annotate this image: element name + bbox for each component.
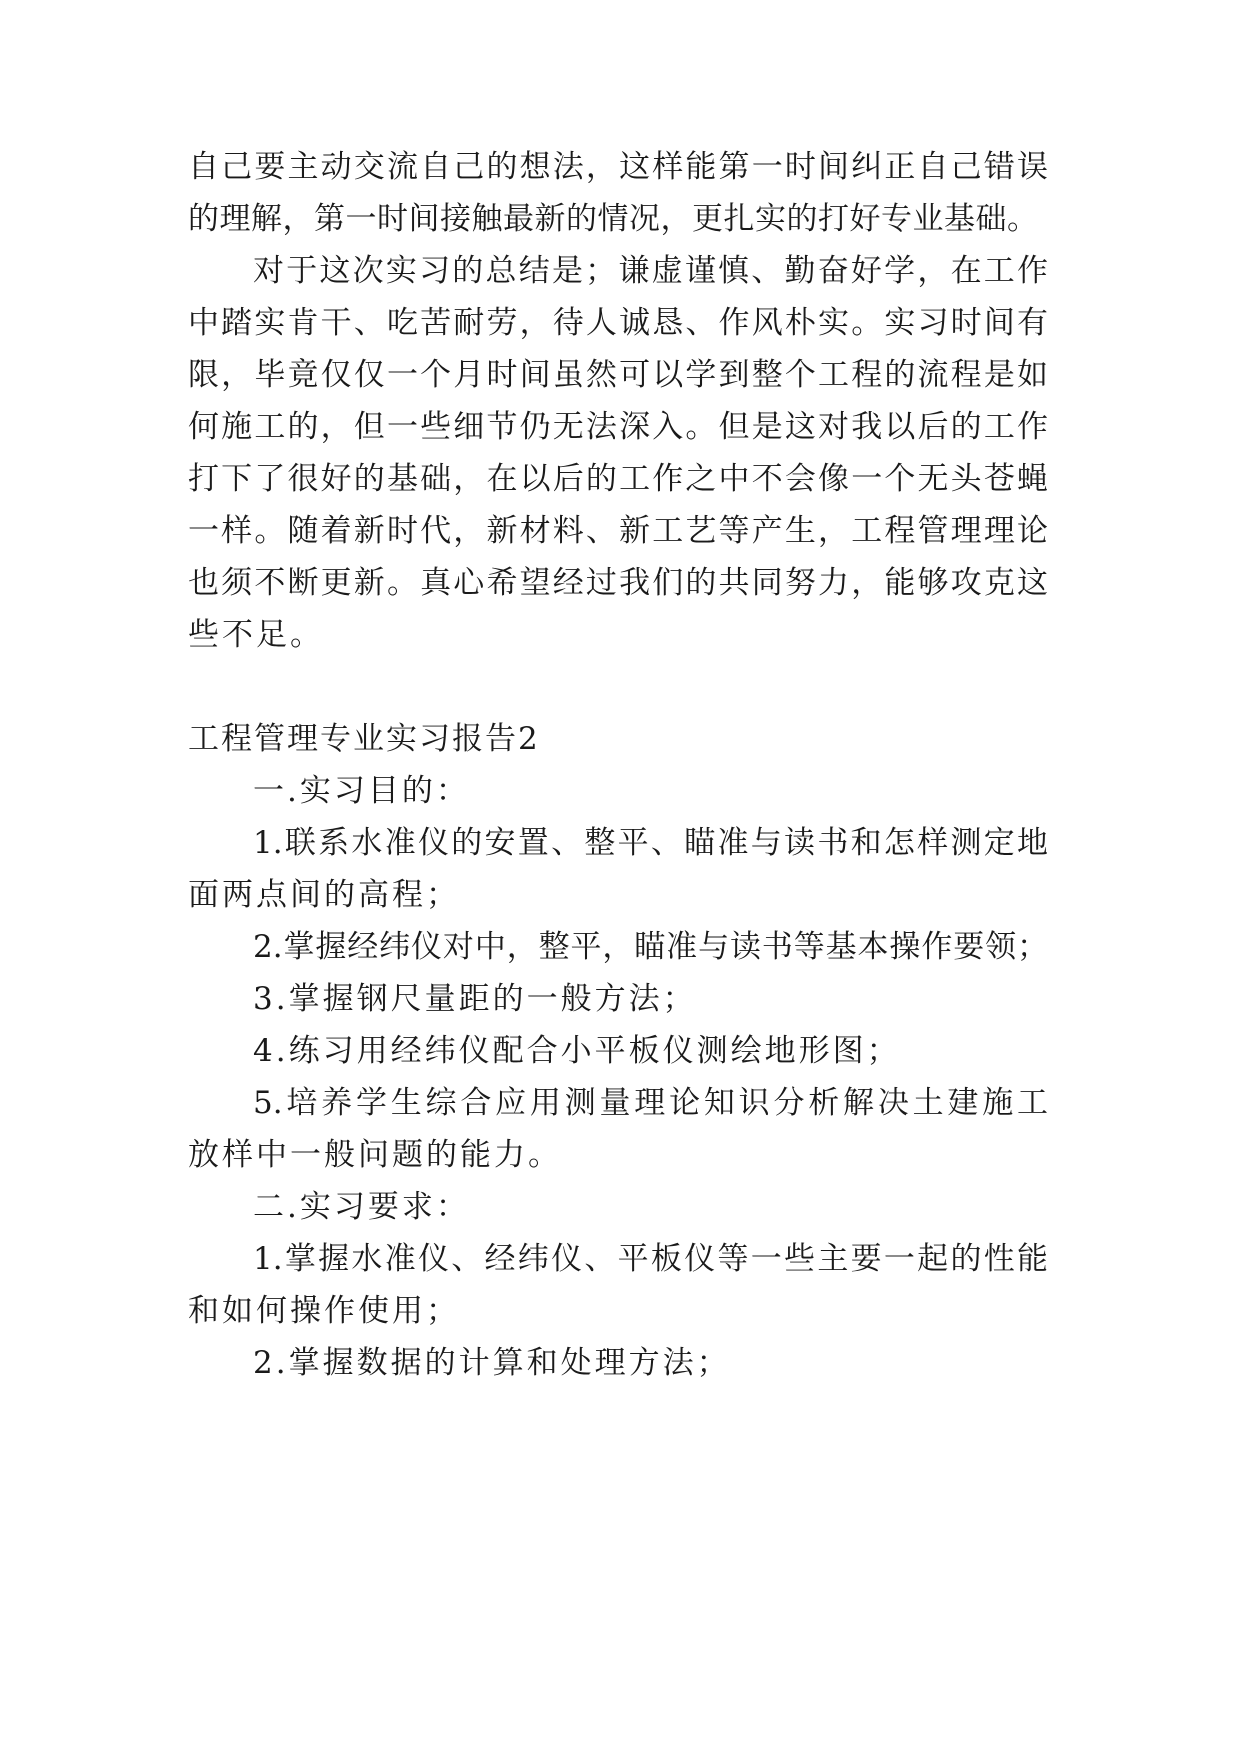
paragraph-2-line-2: 中踏实肯干、吃苦耐劳，待人诚恳、作风朴实。实习时间有 bbox=[188, 305, 1048, 341]
report-title: 工程管理专业实习报告2 bbox=[188, 721, 540, 757]
section-1-item-4: 4.练习用经纬仪配合小平板仪测绘地形图； bbox=[253, 1033, 901, 1069]
section-2-item-1-line-2: 和如何操作使用； bbox=[188, 1293, 460, 1329]
paragraph-2-line-7: 也须不断更新。真心希望经过我们的共同努力，能够攻克这 bbox=[188, 565, 1048, 601]
section-1-item-5-line-2: 放样中一般问题的能力。 bbox=[188, 1137, 562, 1173]
paragraph-2-line-6: 一样。随着新时代，新材料、新工艺等产生，工程管理理论 bbox=[188, 513, 1048, 549]
section-1-item-1-line-2: 面两点间的高程； bbox=[188, 877, 460, 913]
paragraph-2-line-5: 打下了很好的基础，在以后的工作之中不会像一个无头苍蝇 bbox=[188, 461, 1048, 497]
section-1-item-2: 2.掌握经纬仪对中，整平，瞄准与读书等基本操作要领； bbox=[253, 929, 1048, 965]
paragraph-1-line-2: 的理解，第一时间接触最新的情况，更扎实的打好专业基础。 bbox=[188, 201, 1039, 237]
section-1-heading: 一.实习目的： bbox=[253, 773, 470, 809]
paragraph-2-line-3: 限，毕竟仅仅一个月时间虽然可以学到整个工程的流程是如 bbox=[188, 357, 1048, 393]
section-2-item-2: 2.掌握数据的计算和处理方法； bbox=[253, 1345, 731, 1381]
section-2-heading: 二.实习要求： bbox=[253, 1189, 470, 1225]
section-1-item-3: 3.掌握钢尺量距的一般方法； bbox=[253, 981, 697, 1017]
paragraph-1-line-1: 自己要主动交流自己的想法，这样能第一时间纠正自己错误 bbox=[188, 149, 1048, 185]
section-1-item-1-line-1: 1.联系水准仪的安置、整平、瞄准与读书和怎样测定地 bbox=[253, 825, 1048, 861]
paragraph-2-line-1: 对于这次实习的总结是；谦虚谨慎、勤奋好学，在工作 bbox=[253, 253, 1048, 289]
paragraph-2-line-4: 何施工的，但一些细节仍无法深入。但是这对我以后的工作 bbox=[188, 409, 1048, 445]
section-2-item-1-line-1: 1.掌握水准仪、经纬仪、平板仪等一些主要一起的性能 bbox=[253, 1241, 1048, 1277]
paragraph-2-line-8: 些不足。 bbox=[188, 617, 324, 653]
section-1-item-5-line-1: 5.培养学生综合应用测量理论知识分析解决土建施工 bbox=[253, 1085, 1048, 1121]
